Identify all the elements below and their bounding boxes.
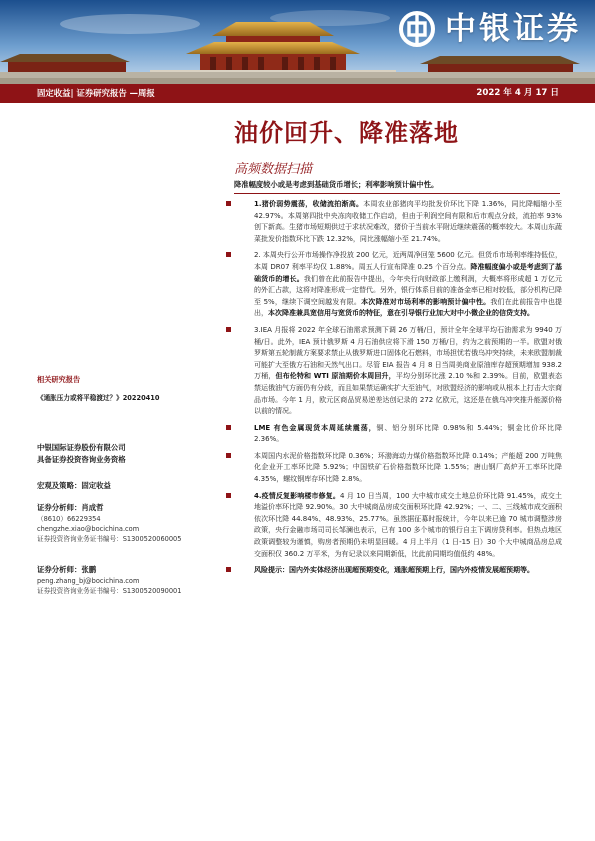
report-header-bar [0,84,595,103]
lede-summary: 降准幅度较小或是考虑到基础货币增长；利率影响预计偏中性。 [234,180,439,189]
related-report-link[interactable]: 《通胀压力或将平稳渡过？》20220410 [37,394,160,402]
brand [398,10,581,48]
bullet-body: 我们曾在此前报告中提出，今年央行向财政部上缴利润，大概率将形成超 1 万亿元的外汇占款，这将对降准形成一定替代。另外，银行体系目前的准备金率已相对较低，部分机构已降至 5%，继续下调空间越发有限。 [254,274,563,306]
bullet-marker [226,453,231,458]
report-type: 固定收益| 证券研究报告 —周报 [37,88,155,98]
bullet-body: 本周国内水泥价格指数环比降 0.36%；环渤海动力煤价格指数环比降 0.14%；产能超 200 万吨焦化企业开工率环比降 5.92%；中国铁矿石价格指数环比降 1.55%；唐山钢厂高炉开工率环比降 4.35%，螺纹钢库存环比降 2.8%。 [254,451,562,484]
bullet-item [224,565,562,577]
bullet-body: 我们在此前报告中也提出， [254,297,563,318]
analyst-card [37,564,222,596]
bullet-marker [226,252,231,257]
bullet-item [224,250,562,320]
bullet-item [224,491,562,561]
page-subtitle: 高频数据扫描 [234,162,313,177]
bullet-text [254,451,562,486]
bullet-emphasis: 本次降准兼具宽信用与宽货币的特征，意在引导银行业加大对中小微企业的信贷支持。 [268,309,534,318]
sidebar [37,375,222,596]
bullet-emphasis: 降准幅度偏小或是考虑到了基础货币的增长。 [254,262,563,283]
bullet-marker [226,327,231,332]
bullet-text [254,491,562,561]
analyst-cert: 证券投资咨询业务证书编号：S1300520090001 [37,587,182,595]
org-name: 中银国际证券股份有限公司 [37,443,126,452]
bullet-item [224,325,562,418]
bullet-lead: 风险提示： [254,566,289,575]
bullet-body: 本周农业部猪肉平均批发价环比下降 1.36%，同比降幅缩小至 42.97%。本周第四批中央冻肉收储工作启动，但由于利润空间有限和后市观点分歧，流拍率 93%创下新高。生猪市场短期供过于求状况难改，猪价于当前水平附近继续震荡的概率较大。本周山东蔬菜批发价指数环比下跌 12.32%，同比涨幅缩小至 21.74%。 [254,200,562,243]
bank-of-china-logo-icon [398,10,436,48]
related-reports-heading: 相关研究报告 [37,375,81,384]
bullet-item [224,451,562,486]
coverage-label: 宏观及策略：固定收益 [37,481,111,490]
bullet-body: 3.IEA 月报将 2022 年全球石油需求预测下调 26 万桶/日，预计全年全球平均石油需求为 9940 万桶/日。此外，IEA 预计俄罗斯 4 月石油供应将下滑 150 万桶/日，约为之前预期的一半。欧盟对俄罗斯第五轮制裁方案要求禁止从俄罗斯进口固体化石燃料，市场担忧若俄乌冲突持续，未来欧盟制裁可能扩大至俄方石油和天然气出口。尽管 EIA 报告 4 月 8 日当周美商业原油库存超预期增加 938.2 万桶， [254,325,562,381]
analyst-name: 证券分析师：张鹏 [37,565,97,574]
bullet-text [254,199,562,245]
bullet-body: 2. 本周央行公开市场操作净投放 200 亿元，近两周净回笼 5600 亿元。但货币市场利率维持低位，本周 DR07 利率平均仅 1.88%。周五人行宣布降准 0.25 个百分点。 [254,251,562,271]
analyst-card [37,502,222,544]
bullet-marker [226,201,231,206]
title-divider [234,193,560,194]
org-qualification: 具备证券投资咨询业务资格 [37,455,126,464]
bullet-lead: 1.猪价弱势震荡，收储流拍渐高。 [254,200,364,208]
bullet-item [224,423,562,446]
bullet-marker [226,493,231,498]
analyst-cert: 证券投资咨询业务证书编号：S1300520060005 [37,535,182,543]
analyst-email[interactable]: peng.zhang_bj@bocichina.com [37,577,140,585]
bullet-text [254,423,562,446]
bullet-body: 平均分别环比涨 2.10 %和 2.39%。目前，欧盟表态禁运俄油气方面仍有分歧，而且如果禁运确实扩大至油气，对欧盟经济的影响或从根本上打击大宗商品市场。今年 1 月，欧元区商品贸易逆差达创记录的 272 亿欧元，这还是在俄乌冲突推升能源价格以前的情况。 [254,372,562,416]
bullet-text [254,325,562,418]
summary-bullets [224,199,562,582]
report-date: 2022 年 4 月 17 日 [476,88,559,98]
bullet-item [224,199,562,245]
brand-name: 中银证券 [445,11,581,47]
bullet-marker [226,425,231,430]
analyst-phone: （8610）66229354 [37,515,101,523]
bullet-lead: 4.疫情反复影响楼市修复。 [254,491,341,500]
bullet-body: 铜、铝分别环比降 0.98%和 5.44%；铜金比价环比降 2.36%。 [254,423,562,444]
bullet-emphasis: 本次降准对市场利率的影响预计偏中性。 [361,297,491,306]
bullet-text [254,565,562,577]
analyst-email[interactable]: chengzhe.xiao@bocichina.com [37,525,140,533]
bullet-body: 4 月 10 日当周，100 大中城市成交土地总价环比降 91.45%，成交土地溢价率环比降 92.90%。30 大中城商品房成交面积环比降 42.92%；一、二、三线城市成交面积依次环比降 44.84%、48.93%、25.77%。虽然据征募时报统计，今年以来已逾 70 城市调整涉房政策，央行金融市场司司长邹澜也表示，已有 100 多个城市的银行自主下调房贷利率。但热点地区政策调整较为谨慎，购房者预期仍未明显回暖。4 月上半月（1 日-15 日）30 个大中城商品房总成交面积仅 360.2 万平米，为有记录以来同期新低，比此前同期均值低约 48%。 [254,491,562,558]
bullet-text [254,250,562,320]
page-title: 油价回升、降准落地 [234,118,459,147]
header-banner [0,0,595,84]
bullet-body: 国内外实体经济出现超预期变化，通胀超预期上行，国内外疫情发展超预期等。 [289,566,534,575]
bullet-marker [226,567,231,572]
analyst-name: 证券分析师：肖成哲 [37,503,104,512]
bullet-lead: LME 有色金属现货本周延续震荡， [254,423,377,432]
bullet-emphasis: 但布伦特和 WTI 原油期价本周回升， [275,372,396,381]
